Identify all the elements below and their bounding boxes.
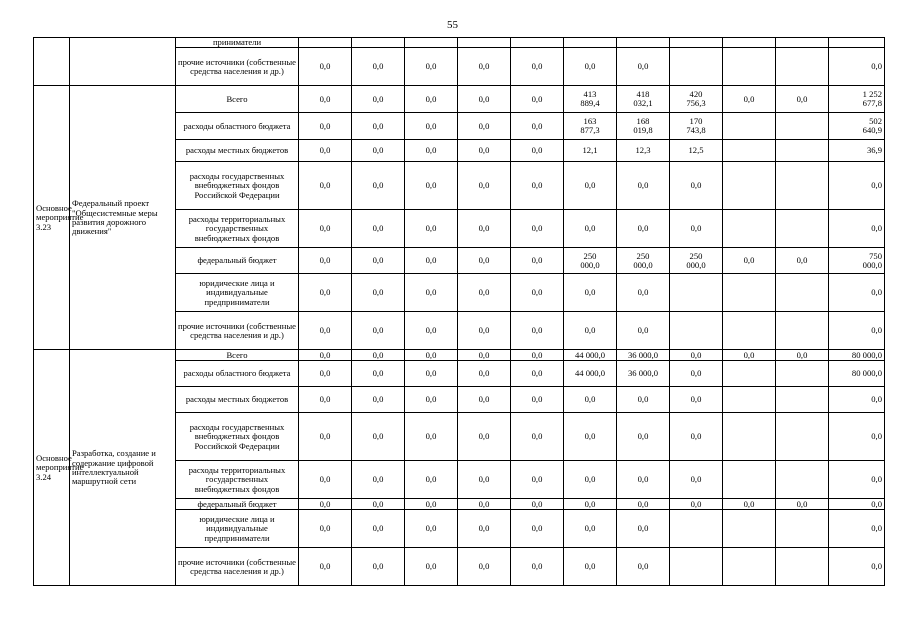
total-value-cell: 750 000,0 — [829, 248, 885, 274]
value-cell — [723, 113, 776, 140]
value-cell: 0,0 — [670, 387, 723, 413]
value-cell: 0,0 — [670, 210, 723, 248]
value-cell: 0,0 — [617, 274, 670, 312]
project-cell: Разработка, создание и содержание цифровой интеллектуальной маршрутной сети — [70, 350, 176, 586]
value-cell — [776, 312, 829, 350]
total-value-cell: 0,0 — [829, 274, 885, 312]
value-cell — [776, 461, 829, 499]
project-cell: Федеральный проект "Общесистемные меры развития дорожного движения" — [70, 86, 176, 350]
value-cell: 0,0 — [352, 350, 405, 361]
value-cell: 0,0 — [352, 548, 405, 586]
value-cell: 0,0 — [405, 274, 458, 312]
value-cell: 36 000,0 — [617, 361, 670, 387]
value-cell — [776, 48, 829, 86]
value-cell: 0,0 — [405, 461, 458, 499]
value-cell: 420 756,3 — [670, 86, 723, 113]
value-cell: 0,0 — [564, 48, 617, 86]
value-cell: 413 889,4 — [564, 86, 617, 113]
funding-source-cell: юридические лица и индивидуальные предприниматели — [176, 510, 299, 548]
value-cell — [723, 387, 776, 413]
value-cell — [723, 210, 776, 248]
value-cell: 0,0 — [511, 140, 564, 162]
value-cell: 0,0 — [405, 510, 458, 548]
value-cell: 0,0 — [458, 274, 511, 312]
value-cell: 0,0 — [405, 312, 458, 350]
value-cell — [670, 548, 723, 586]
value-cell — [723, 48, 776, 86]
value-cell: 0,0 — [352, 413, 405, 461]
value-cell: 0,0 — [458, 413, 511, 461]
value-cell: 0,0 — [511, 48, 564, 86]
value-cell — [723, 361, 776, 387]
value-cell: 0,0 — [511, 387, 564, 413]
value-cell: 0,0 — [458, 248, 511, 274]
value-cell: 0,0 — [352, 361, 405, 387]
value-cell — [617, 38, 670, 48]
value-cell: 0,0 — [458, 510, 511, 548]
value-cell: 0,0 — [511, 86, 564, 113]
value-cell: 0,0 — [617, 413, 670, 461]
value-cell: 0,0 — [405, 140, 458, 162]
value-cell: 0,0 — [564, 499, 617, 510]
activity-cell: Основное мероприятие 3.24 — [34, 350, 70, 586]
value-cell — [564, 38, 617, 48]
value-cell: 0,0 — [511, 361, 564, 387]
value-cell: 0,0 — [405, 248, 458, 274]
total-value-cell: 80 000,0 — [829, 361, 885, 387]
value-cell: 0,0 — [617, 210, 670, 248]
value-cell — [723, 510, 776, 548]
value-cell: 0,0 — [458, 48, 511, 86]
value-cell: 44 000,0 — [564, 361, 617, 387]
value-cell: 0,0 — [299, 312, 352, 350]
funding-source-cell: федеральный бюджет — [176, 248, 299, 274]
activity-cell — [34, 38, 70, 86]
table-row — [34, 38, 885, 48]
value-cell — [723, 461, 776, 499]
value-cell — [670, 274, 723, 312]
value-cell: 250 000,0 — [617, 248, 670, 274]
value-cell — [776, 387, 829, 413]
value-cell: 168 019,8 — [617, 113, 670, 140]
total-value-cell: 0,0 — [829, 413, 885, 461]
value-cell: 0,0 — [564, 461, 617, 499]
value-cell — [723, 38, 776, 48]
value-cell: 163 877,3 — [564, 113, 617, 140]
funding-source-cell: прочие источники (собственные средства населения и др.) — [176, 548, 299, 586]
value-cell — [670, 510, 723, 548]
value-cell — [776, 510, 829, 548]
total-value-cell: 0,0 — [829, 548, 885, 586]
value-cell: 0,0 — [352, 86, 405, 113]
funding-source-cell: расходы государственных внебюджетных фондов Российской Федерации — [176, 413, 299, 461]
value-cell: 0,0 — [352, 499, 405, 510]
value-cell — [723, 162, 776, 210]
value-cell: 44 000,0 — [564, 350, 617, 361]
funding-source-cell: Всего — [176, 86, 299, 113]
value-cell: 12,1 — [564, 140, 617, 162]
value-cell: 0,0 — [405, 387, 458, 413]
value-cell — [299, 38, 352, 48]
value-cell: 0,0 — [299, 499, 352, 510]
total-value-cell: 0,0 — [829, 162, 885, 210]
value-cell: 0,0 — [564, 510, 617, 548]
value-cell: 0,0 — [299, 461, 352, 499]
value-cell — [670, 312, 723, 350]
value-cell: 0,0 — [405, 48, 458, 86]
value-cell: 0,0 — [511, 350, 564, 361]
value-cell: 0,0 — [352, 162, 405, 210]
funding-source-cell: расходы областного бюджета — [176, 113, 299, 140]
total-value-cell: 1 252 677,8 — [829, 86, 885, 113]
value-cell: 0,0 — [352, 140, 405, 162]
value-cell: 250 000,0 — [670, 248, 723, 274]
value-cell — [723, 413, 776, 461]
value-cell — [723, 312, 776, 350]
value-cell: 0,0 — [405, 413, 458, 461]
total-value-cell — [829, 38, 885, 48]
project-cell — [70, 38, 176, 86]
value-cell: 0,0 — [723, 499, 776, 510]
value-cell: 250 000,0 — [564, 248, 617, 274]
value-cell — [352, 38, 405, 48]
value-cell — [511, 38, 564, 48]
funding-source-cell: приниматели — [176, 38, 299, 48]
value-cell — [776, 210, 829, 248]
value-cell: 0,0 — [352, 210, 405, 248]
value-cell: 0,0 — [617, 387, 670, 413]
funding-source-cell: Всего — [176, 350, 299, 361]
value-cell — [776, 113, 829, 140]
value-cell: 0,0 — [564, 413, 617, 461]
value-cell: 0,0 — [405, 210, 458, 248]
value-cell: 0,0 — [458, 548, 511, 586]
value-cell: 0,0 — [511, 274, 564, 312]
value-cell: 0,0 — [670, 413, 723, 461]
value-cell — [776, 413, 829, 461]
value-cell: 0,0 — [405, 361, 458, 387]
funding-source-cell: прочие источники (собственные средства населения и др.) — [176, 48, 299, 86]
value-cell — [723, 548, 776, 586]
value-cell: 0,0 — [564, 548, 617, 586]
value-cell: 0,0 — [299, 48, 352, 86]
value-cell: 0,0 — [299, 274, 352, 312]
value-cell: 0,0 — [511, 413, 564, 461]
value-cell: 12,5 — [670, 140, 723, 162]
value-cell: 0,0 — [352, 312, 405, 350]
value-cell: 0,0 — [458, 499, 511, 510]
total-value-cell: 0,0 — [829, 48, 885, 86]
value-cell: 0,0 — [299, 113, 352, 140]
value-cell: 0,0 — [776, 350, 829, 361]
value-cell: 0,0 — [405, 499, 458, 510]
value-cell — [723, 140, 776, 162]
table-row — [34, 350, 885, 361]
value-cell — [776, 38, 829, 48]
total-value-cell: 502 640,9 — [829, 113, 885, 140]
value-cell: 0,0 — [299, 413, 352, 461]
value-cell: 0,0 — [564, 312, 617, 350]
budget-table — [33, 37, 885, 586]
value-cell: 0,0 — [511, 113, 564, 140]
value-cell: 0,0 — [617, 548, 670, 586]
funding-source-cell: расходы территориальных государственных внебюджетных фондов — [176, 461, 299, 499]
value-cell: 0,0 — [670, 162, 723, 210]
value-cell: 0,0 — [670, 350, 723, 361]
value-cell: 0,0 — [617, 162, 670, 210]
value-cell: 0,0 — [352, 48, 405, 86]
value-cell — [405, 38, 458, 48]
value-cell: 0,0 — [617, 48, 670, 86]
value-cell: 0,0 — [458, 140, 511, 162]
value-cell: 0,0 — [299, 387, 352, 413]
value-cell: 0,0 — [670, 499, 723, 510]
funding-source-cell: расходы государственных внебюджетных фондов Российской Федерации — [176, 162, 299, 210]
funding-source-cell: прочие источники (собственные средства населения и др.) — [176, 312, 299, 350]
value-cell: 0,0 — [405, 548, 458, 586]
value-cell — [776, 548, 829, 586]
value-cell: 0,0 — [511, 510, 564, 548]
total-value-cell: 80 000,0 — [829, 350, 885, 361]
value-cell: 0,0 — [511, 162, 564, 210]
value-cell: 36 000,0 — [617, 350, 670, 361]
total-value-cell: 0,0 — [829, 210, 885, 248]
value-cell: 0,0 — [723, 350, 776, 361]
value-cell: 0,0 — [564, 210, 617, 248]
value-cell: 0,0 — [458, 350, 511, 361]
value-cell: 0,0 — [299, 162, 352, 210]
value-cell: 0,0 — [617, 499, 670, 510]
value-cell: 0,0 — [564, 387, 617, 413]
value-cell: 0,0 — [405, 86, 458, 113]
value-cell: 0,0 — [564, 274, 617, 312]
value-cell: 0,0 — [352, 113, 405, 140]
total-value-cell: 0,0 — [829, 499, 885, 510]
value-cell — [776, 361, 829, 387]
funding-source-cell: юридические лица и индивидуальные предприниматели — [176, 274, 299, 312]
value-cell: 0,0 — [564, 162, 617, 210]
value-cell: 0,0 — [299, 140, 352, 162]
value-cell: 0,0 — [723, 248, 776, 274]
funding-source-cell: федеральный бюджет — [176, 499, 299, 510]
funding-source-cell: расходы областного бюджета — [176, 361, 299, 387]
value-cell: 170 743,8 — [670, 113, 723, 140]
value-cell — [670, 48, 723, 86]
value-cell: 0,0 — [670, 361, 723, 387]
value-cell: 0,0 — [458, 312, 511, 350]
value-cell — [723, 274, 776, 312]
value-cell: 0,0 — [776, 86, 829, 113]
value-cell: 0,0 — [458, 387, 511, 413]
value-cell: 0,0 — [776, 499, 829, 510]
value-cell: 0,0 — [511, 210, 564, 248]
value-cell: 0,0 — [299, 210, 352, 248]
value-cell — [670, 38, 723, 48]
value-cell: 0,0 — [458, 361, 511, 387]
value-cell: 0,0 — [511, 248, 564, 274]
value-cell: 0,0 — [458, 461, 511, 499]
value-cell: 0,0 — [670, 461, 723, 499]
value-cell: 0,0 — [299, 548, 352, 586]
activity-cell: Основное мероприятие 3.23 — [34, 86, 70, 350]
value-cell: 0,0 — [723, 86, 776, 113]
value-cell: 0,0 — [511, 499, 564, 510]
total-value-cell: 0,0 — [829, 312, 885, 350]
value-cell: 0,0 — [511, 312, 564, 350]
value-cell: 0,0 — [405, 113, 458, 140]
total-value-cell: 36,9 — [829, 140, 885, 162]
value-cell: 0,0 — [299, 510, 352, 548]
value-cell: 0,0 — [352, 510, 405, 548]
value-cell: 0,0 — [617, 461, 670, 499]
value-cell: 0,0 — [617, 510, 670, 548]
total-value-cell: 0,0 — [829, 387, 885, 413]
total-value-cell: 0,0 — [829, 461, 885, 499]
value-cell: 0,0 — [458, 86, 511, 113]
value-cell: 0,0 — [352, 461, 405, 499]
value-cell: 0,0 — [617, 312, 670, 350]
value-cell: 0,0 — [776, 248, 829, 274]
value-cell: 0,0 — [352, 248, 405, 274]
value-cell: 418 032,1 — [617, 86, 670, 113]
value-cell: 0,0 — [299, 86, 352, 113]
value-cell: 0,0 — [405, 162, 458, 210]
value-cell: 0,0 — [511, 548, 564, 586]
funding-source-cell: расходы местных бюджетов — [176, 387, 299, 413]
value-cell: 0,0 — [299, 361, 352, 387]
value-cell: 0,0 — [352, 274, 405, 312]
value-cell — [458, 38, 511, 48]
value-cell: 0,0 — [511, 461, 564, 499]
value-cell: 12,3 — [617, 140, 670, 162]
funding-source-cell: расходы местных бюджетов — [176, 140, 299, 162]
total-value-cell: 0,0 — [829, 510, 885, 548]
value-cell: 0,0 — [458, 162, 511, 210]
value-cell: 0,0 — [458, 210, 511, 248]
value-cell: 0,0 — [405, 350, 458, 361]
value-cell — [776, 274, 829, 312]
table-row — [34, 86, 885, 113]
value-cell: 0,0 — [299, 350, 352, 361]
funding-source-cell: расходы территориальных государственных внебюджетных фондов — [176, 210, 299, 248]
value-cell: 0,0 — [352, 387, 405, 413]
value-cell — [776, 140, 829, 162]
value-cell: 0,0 — [299, 248, 352, 274]
value-cell: 0,0 — [458, 113, 511, 140]
value-cell — [776, 162, 829, 210]
page-number: 55 — [447, 19, 458, 31]
